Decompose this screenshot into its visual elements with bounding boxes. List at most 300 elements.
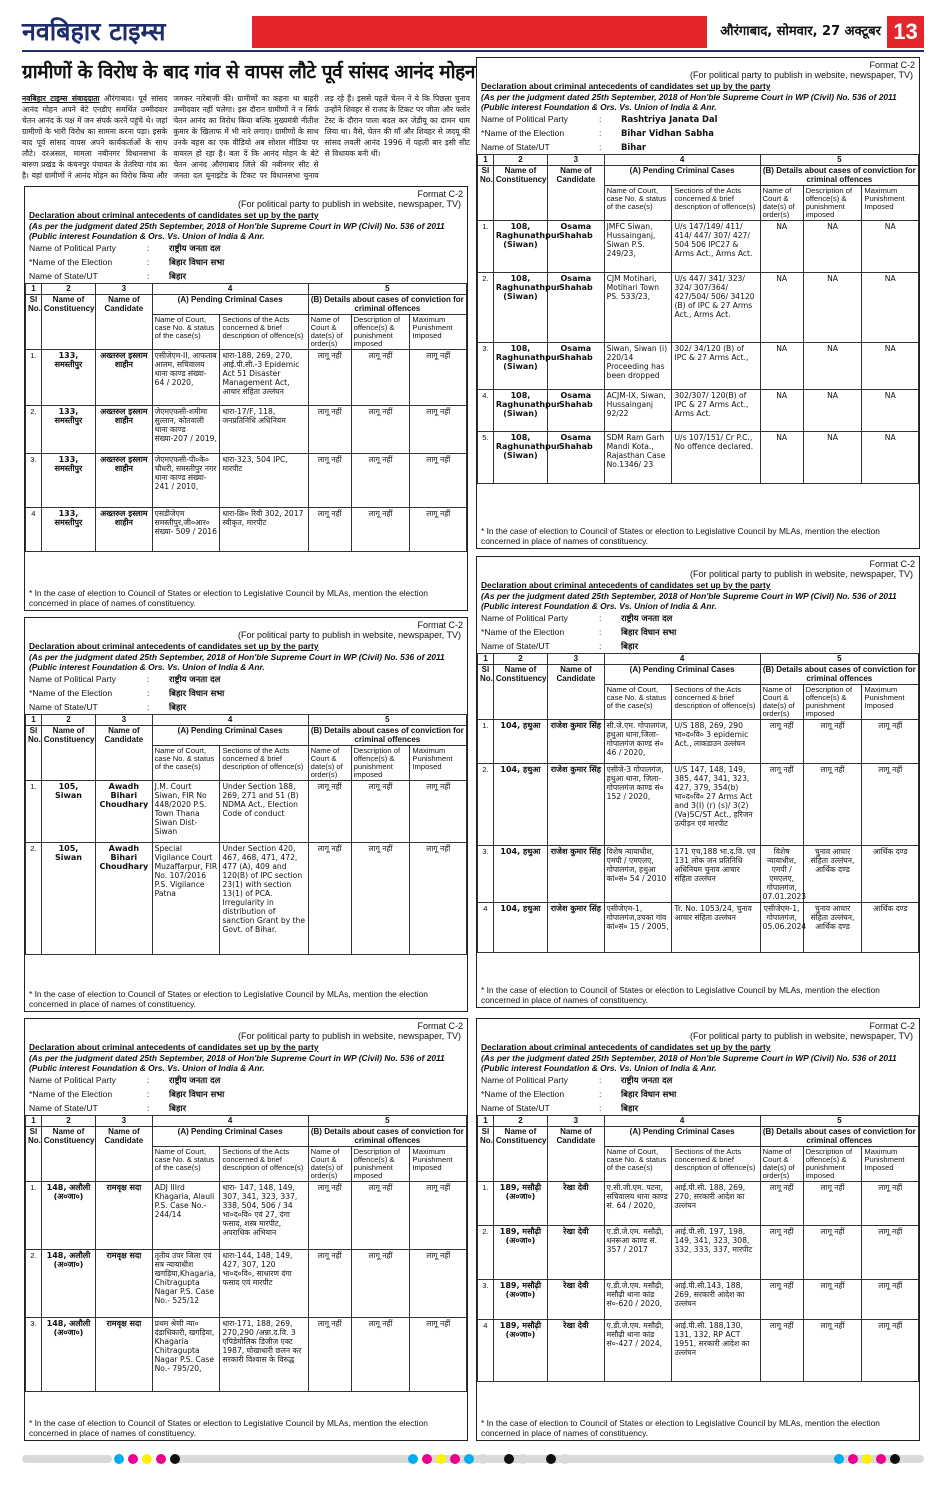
- subheader-bcourt: Name of Court & date(s) of order(s): [760, 685, 803, 720]
- state-label: Name of State/UT: [481, 1103, 550, 1113]
- strip-dot: [478, 1454, 488, 1464]
- cell-b-max: लागू नहीं: [862, 1320, 919, 1382]
- cell-sl: 4.: [478, 390, 494, 432]
- cell-constituency: 133, समस्तीपुर: [41, 406, 95, 454]
- cell-sl: 2.: [478, 273, 494, 343]
- subheader-max: Maximum Punishment Imposed: [862, 685, 919, 720]
- party-value: Rashtriya Janata Dal: [621, 114, 718, 124]
- cell-b-court: NA: [760, 343, 803, 390]
- election-label: *Name of the Election: [481, 128, 565, 138]
- column-number: 5: [308, 1116, 466, 1127]
- cell-b-desc: लागू नहीं: [803, 1182, 862, 1226]
- cell-b-desc: लागू नहीं: [803, 1320, 862, 1382]
- cell-court: विशेष न्यायाधीश, एमपी / एमएलए, गोपालगंज, हथुआ कां०सं० 54 / 2010: [604, 846, 672, 903]
- cell-sl: 2.: [26, 843, 42, 955]
- cell-b-court: NA: [760, 390, 803, 432]
- cell-sections: आई.पी.सी. 188, 269, 270, सरकारी आदेश का उल्लंघन: [672, 1182, 760, 1226]
- cell-constituency: 189, मसौढ़ी (अ०जा०): [493, 1280, 547, 1320]
- column-number-row: [26, 715, 467, 726]
- cell-sl: 3.: [26, 454, 42, 508]
- election-value: बिहार विधान सभा: [169, 1089, 225, 1099]
- cell-candidate: Awadh Bihari Choudhary: [96, 781, 153, 843]
- publish-note: (For political party to publish in website, newspaper, TV): [690, 70, 913, 80]
- declaration-form-alauli: [24, 1018, 468, 1441]
- state-value: बिहार: [169, 702, 186, 712]
- subheader-bcourt: Name of Court & date(s) of order(s): [308, 1147, 351, 1182]
- cell-b-max: लागू नहीं: [410, 1182, 467, 1250]
- subheader-court: Name of Court, case No. & status of the case(s): [604, 1147, 672, 1182]
- column-number: 1: [478, 654, 494, 665]
- cell-court: ए.डी.जे.एम. मसौढ़ी, मसौढ़ी थाना कांड सं०-427 / 2024,: [604, 1320, 672, 1382]
- cell-sections: धारा- 147, 148, 149, 307, 341, 323, 337, 338, 504, 506 / 34 भा०द०वि० एवं 27, दंगा फसाद, शस्त्र मारपीट, अपराधिक अभियान: [220, 1182, 308, 1250]
- column-number-row: [26, 284, 467, 295]
- subheader-max: Maximum Punishment Imposed: [410, 746, 467, 781]
- cell-sections: धारा-171, 188, 269, 270,290 /अन्ना.द.वि. 3 एपिडेमोलिक डिजीज एक्ट 1987, घोखाधारी छलन कर सरकारी विश्वास के विरुद्ध: [220, 1318, 308, 1392]
- header-row: [26, 726, 467, 746]
- declaration-title: Declaration about criminal antecedents of candidates set up by the party: [481, 580, 771, 590]
- cell-constituency: 108, Raghunathpur (Siwan): [493, 343, 547, 390]
- footnote: * In the case of election to Council of States or election to Legislative Council by MLAs, mention the election concerned in place of names of constituency.: [481, 526, 880, 546]
- antecedents-table: [25, 283, 467, 552]
- cell-constituency: 189, मसौढ़ी (अ०जा०): [493, 1182, 547, 1226]
- table-row: [26, 843, 467, 955]
- header-pending-cases: (A) Pending Criminal Cases: [604, 665, 760, 685]
- subheader-bcourt: Name of Court & date(s) of order(s): [760, 186, 803, 221]
- table-row: [26, 350, 467, 406]
- column-number: 4: [604, 1116, 760, 1127]
- header-pending-cases: (A) Pending Criminal Cases: [152, 726, 308, 746]
- subheader-sections: Sections of the Acts concerned & brief description of offence(s): [672, 186, 760, 221]
- header-candidate: Name of Candidate: [548, 665, 605, 720]
- antecedents-table: [25, 714, 467, 955]
- cell-court: एसीजे-3 गोपालगंज, हथुआ थाना, जिला- गोपालगंज काण्ड सं० 152 / 2020,: [604, 764, 672, 846]
- cell-sl: 4: [26, 508, 42, 552]
- strip-dot: [504, 1454, 514, 1464]
- strip-dot: [408, 1454, 418, 1464]
- cell-court: Special Vigilance Court Muzaffarpur, FIR No. 107/2016 P.S. Vigilance Patna: [152, 843, 220, 955]
- cell-constituency: 108, Raghunathpur (Siwan): [493, 390, 547, 432]
- declaration-form-raghunathpur: [476, 57, 920, 549]
- column-number: 1: [26, 715, 42, 726]
- cell-candidate: राजेश कुमार सिंह: [548, 764, 605, 846]
- header-row: [478, 166, 919, 186]
- subheader-desc: Description of offence(s) & punishment imposed: [351, 746, 410, 781]
- cell-b-court: लागू नहीं: [308, 350, 351, 406]
- party-value: राष्ट्रीय जनता दल: [169, 674, 221, 684]
- header-constituency: Name of Constituency: [493, 166, 547, 221]
- table-row: [478, 390, 919, 432]
- subheader-bcourt: Name of Court & date(s) of order(s): [308, 746, 351, 781]
- cell-sl: 2.: [478, 764, 494, 846]
- cell-b-court: लागू नहीं: [760, 1280, 803, 1320]
- subheader-court: Name of Court, case No. & status of the case(s): [152, 315, 220, 350]
- cell-sections: धारा-188, 269, 270, आई.पी.सी.-3 Epidemic Act 51 Disaster Management Act, आचार संहिता उल्लंघन: [220, 350, 308, 406]
- subheader-court: Name of Court, case No. & status of the case(s): [604, 186, 672, 221]
- party-value: राष्ट्रीय जनता दल: [169, 1075, 221, 1085]
- election-label: *Name of the Election: [481, 1089, 565, 1099]
- cell-sections: धारा-323, 504 IPC, मारपीट: [220, 454, 308, 508]
- cell-b-max: लागू नहीं: [410, 1250, 467, 1318]
- edition-date: औरंगाबाद, सोमवार, 27 अक्टूबर: [720, 24, 881, 39]
- header-constituency: Name of Constituency: [41, 1127, 95, 1182]
- cell-b-court: लागू नहीं: [308, 454, 351, 508]
- party-row: [25, 1073, 467, 1087]
- cell-b-desc: NA: [803, 390, 862, 432]
- header-constituency: Name of Constituency: [41, 295, 95, 350]
- story-body: [22, 93, 470, 183]
- cell-b-court: लागू नहीं: [760, 720, 803, 764]
- declaration-title: Declaration about criminal antecedents of candidates set up by the party: [481, 81, 771, 91]
- table-row: [478, 903, 919, 953]
- cell-b-max: लागू नहीं: [410, 1318, 467, 1392]
- footnote: * In the case of election to Council of States or election to Legislative Council by MLAs, mention the election concerned in place of names of constituency.: [29, 588, 428, 608]
- footnote: * In the case of election to Council of States or election to Legislative Council by MLAs, mention the election concerned in place of names of constituency.: [29, 989, 428, 1009]
- cell-b-max: लागू नहीं: [410, 406, 467, 454]
- cell-sl: 5.: [478, 432, 494, 484]
- subheader-desc: Description of offence(s) & punishment imposed: [803, 1147, 862, 1182]
- table-row: [26, 1182, 467, 1250]
- subheader-max: Maximum Punishment Imposed: [410, 315, 467, 350]
- declaration-form-samastipur: [24, 186, 468, 611]
- state-row: [25, 700, 467, 714]
- separator: :: [147, 1075, 150, 1085]
- strip-dot: [156, 1454, 166, 1464]
- publish-note: (For political party to publish in website, newspaper, TV): [690, 569, 913, 579]
- cell-candidate: रामवृक्ष सदा: [96, 1318, 153, 1392]
- cell-b-court: विशेष न्यायाधीश, एमपी / एमएलए, गोपालगंज, 07.01.2023: [760, 846, 803, 903]
- column-number: 5: [308, 284, 466, 295]
- header-pending-cases: (A) Pending Criminal Cases: [604, 1127, 760, 1147]
- cell-constituency: 189, मसौढ़ी (अ०जा०): [493, 1320, 547, 1382]
- cell-sections: 171 एच,188 भा.द.वि. एवं 131 लोक जन प्रतिनिधि अधिनियम चुनाव आचार संहिता उल्लंघन: [672, 846, 760, 903]
- header-row: [26, 295, 467, 315]
- judgment-reference: (As per the judgment dated 25th September, 2018 of Hon'ble Supreme Court in WP (Civil) No. 536 of 2011 (Public interest Foundation & Ors. Vs. Union of India & Anr.: [29, 221, 445, 241]
- newspaper-name: नवबिहार टाइम्स: [22, 17, 166, 46]
- table-row: [478, 1280, 919, 1320]
- cell-constituency: 148, अलौली (अ०जा०): [41, 1318, 95, 1392]
- cell-b-desc: लागू नहीं: [351, 454, 410, 508]
- cell-sections: आई.पी.सी. 197, 198, 149, 341, 323, 308, 332, 333, 337, मारपीट: [672, 1226, 760, 1280]
- header-conviction-cases: (B) Details about cases of conviction for criminal offences: [308, 295, 466, 315]
- table-row: [26, 1250, 467, 1318]
- cell-b-desc: NA: [803, 221, 862, 273]
- separator: :: [599, 1075, 602, 1085]
- column-number: 2: [41, 1116, 95, 1127]
- state-row: [25, 1101, 467, 1115]
- cell-sl: 4: [478, 1320, 494, 1382]
- separator: :: [599, 114, 602, 124]
- cell-candidate: अख्तरुल इस्लाम शाहीन: [96, 508, 153, 552]
- format-label: Format C-2: [417, 189, 463, 199]
- strip-dot: [518, 1454, 528, 1464]
- cell-candidate: राजेश कुमार सिंह: [548, 720, 605, 764]
- election-label: *Name of the Election: [29, 257, 113, 267]
- cell-constituency: 104, हथुआ: [493, 720, 547, 764]
- strip-dot: [848, 1454, 858, 1464]
- state-value: बिहार: [169, 271, 186, 281]
- header-row: [478, 665, 919, 685]
- column-number: 5: [760, 155, 918, 166]
- state-label: Name of State/UT: [29, 271, 98, 281]
- cell-candidate: Osama Shahab: [548, 221, 605, 273]
- party-row: [477, 1073, 919, 1087]
- subheader-desc: Description of offence(s) & punishment imposed: [803, 685, 862, 720]
- strip-segment: [22, 1455, 112, 1463]
- judgment-reference: (As per the judgment dated 25th September, 2018 of Hon'ble Supreme Court in WP (Civil) No. 536 of 2011 (Public interest Foundation & Ors. Vs. Union of India & Anr.: [29, 652, 445, 672]
- column-number: 3: [548, 1116, 605, 1127]
- cell-court: Siwan, Siwan (i) 220/14 Proceeding has been dropped: [604, 343, 672, 390]
- cell-court: ए.डी.जे.एम. मसौढ़ी, मसौढ़ी थाना कांड सं०-620 / 2020,: [604, 1280, 672, 1320]
- strip-dot: [862, 1454, 872, 1464]
- election-row: [25, 1087, 467, 1101]
- cell-court: प्रथम श्रेणी न्या० दंडाधिकारी, खगड़िया, Khagaria Chitragupta Nagar P.S. Case No.- 795/20,: [152, 1318, 220, 1392]
- header-conviction-cases: (B) Details about cases of conviction for criminal offences: [760, 665, 918, 685]
- party-label: Name of Political Party: [481, 613, 568, 623]
- state-row: [25, 269, 467, 283]
- cell-candidate: Osama Shahab: [548, 432, 605, 484]
- cell-b-max: NA: [862, 221, 919, 273]
- table-row: [478, 720, 919, 764]
- cell-candidate: राजेश कुमार सिंह: [548, 903, 605, 953]
- column-number: 2: [41, 284, 95, 295]
- strip-dot: [546, 1454, 556, 1464]
- header-pending-cases: (A) Pending Criminal Cases: [152, 295, 308, 315]
- separator: :: [147, 243, 150, 253]
- cell-court: J.M. Court Siwan, FIR No 448/2020 P.S. Town Thana Siwan Dist-Siwan: [152, 781, 220, 843]
- story-text: औरंगाबाद। पूर्व सांसद आनंद मोहन अपने बेटे एनडीए समर्थित उम्मीदवार चेतन आनंद के पक्ष में जन संपर्क करने पहुंचे थे। जहां ग्रामीणों के भारी विरोध का सामना करना पड़ा। इसके बाद पूर्व सांसद वापस अपने कार्यकर्ताओं के साथ लौटे। दरअसल, मामला नबीनगर विधानसभा के बारुण प्रखंड के कंचनपुर पंचायत के तेतरिया गांव का है। यहां ग्रामीणों ने आनंद मोहन का विरोध किया और जमकर नारेबाजी की। ग्रामीणों का कहना था बाहरी उम्मीदवार नहीं चलेगा। इस दौरान ग्रामीणों ने न सिर्फ चेतन आनंद का विरोध किया बल्कि मुख्यमंत्री नीतीश कुमार के खिलाफ में भी नारे लगाए। ग्रामीणों के साथ उनके बहस का एक वीडियो अब सोशल मीडिया पर वायरल हो रहा है। बता दें कि आनंद मोहन के बेटे चेतन आनंद औरंगाबाद जिले की नबीनगर सीट से जनता दल यूनाइटेड के टिकट पर विधानसभा चुनाव लड़ रहे हैं। इससे पहले चेतन ने ये कि पिछला चुनाव उन्होंने शिवहर से राजद के टिकट पर जीता और फ्लोर टेस्ट के दौरान पाला बदल कर जेडीयू का दामन थाम लिया था। वैसे, चेतन की माँ और शिवहर से जदयू की सांसद लवली आनंद 1996 में पहली बार इसी सीट से विधायक बनी थीं।: [22, 94, 470, 180]
- election-value: बिहार विधान सभा: [621, 1089, 677, 1099]
- cell-b-max: लागू नहीं: [862, 720, 919, 764]
- header-candidate: Name of Candidate: [96, 1127, 153, 1182]
- subheader-desc: Description of offence(s) & punishment imposed: [351, 1147, 410, 1182]
- cell-sections: U/S 147, 148, 149, 385, 447, 341, 323, 427, 379, 354(b) भा०द०वि० 27 Arms Act and 3(I) (r) (s)/ 3(2)(Va)SC/ST Act., हरिजन उत्पीड़न एवं मारपीट: [672, 764, 760, 846]
- subheader-sections: Sections of the Acts concerned & brief description of offence(s): [220, 746, 308, 781]
- footnote: * In the case of election to Council of States or election to Legislative Council by MLAs, mention the election concerned in place of names of constituency.: [29, 1418, 428, 1438]
- cell-sl: 1.: [26, 1182, 42, 1250]
- cell-sections: Under Section 188, 269, 271 and 51 (B) NDMA Act., Election Code of conduct: [220, 781, 308, 843]
- cell-b-court: लागू नहीं: [308, 1182, 351, 1250]
- judgment-reference: (As per the judgment dated 25th September, 2018 of Hon'ble Supreme Court in WP (Civil) No. 536 of 2011 (Public interest Foundation & Ors. Vs. Union of India & Anr.: [481, 1053, 897, 1073]
- election-row: [477, 625, 919, 639]
- separator: :: [599, 641, 602, 651]
- cell-sections: Tr. No. 1053/24, चुनाव आचार संहिता उल्लंघन: [672, 903, 760, 953]
- cell-constituency: 108, Raghunathpur (Siwan): [493, 221, 547, 273]
- header-candidate: Name of Candidate: [96, 726, 153, 781]
- declaration-title: Declaration about criminal antecedents of candidates set up by the party: [481, 1042, 771, 1052]
- cell-b-court: लागू नहीं: [308, 508, 351, 552]
- table-row: [478, 1182, 919, 1226]
- cell-court: एसीजेएम-II, आफताब आलम, सचिवालय थाना काण्ड संख्या- 64 / 2020,: [152, 350, 220, 406]
- column-number-row: [478, 155, 919, 166]
- cell-b-max: आर्थिक दण्ड: [862, 846, 919, 903]
- column-number: 1: [26, 1116, 42, 1127]
- cell-b-desc: लागू नहीं: [351, 1250, 410, 1318]
- publish-note: (For political party to publish in website, newspaper, TV): [238, 199, 461, 209]
- party-value: राष्ट्रीय जनता दल: [169, 243, 221, 253]
- cell-b-court: लागू नहीं: [308, 406, 351, 454]
- header-sl: Sl No.: [478, 1127, 494, 1182]
- separator: :: [147, 688, 150, 698]
- cell-constituency: 133, समस्तीपुर: [41, 350, 95, 406]
- cell-b-desc: लागू नहीं: [351, 1318, 410, 1392]
- header-constituency: Name of Constituency: [493, 665, 547, 720]
- header-conviction-cases: (B) Details about cases of conviction for criminal offences: [308, 726, 466, 746]
- cell-b-max: लागू नहीं: [410, 781, 467, 843]
- judgment-reference: (As per the judgment dated 25th September, 2018 of Hon'ble Supreme Court in WP (Civil) No. 536 of 2011 (Public interest Foundation & Ors. Vs. Union of India & Anr.: [29, 1053, 445, 1073]
- cell-sections: 302/307/ 120(B) of IPC & 27 Arms Act., Arms Act.: [672, 390, 760, 432]
- cell-court: JMFC Siwan, Hussainganj, Siwan P.S. 249/23,: [604, 221, 672, 273]
- cell-b-desc: लागू नहीं: [351, 843, 410, 955]
- subheader-court: Name of Court, case No. & status of the case(s): [152, 746, 220, 781]
- cell-candidate: रेखा देवी: [548, 1182, 605, 1226]
- format-label: Format C-2: [869, 1021, 915, 1031]
- cell-candidate: रामवृक्ष सदा: [96, 1182, 153, 1250]
- separator: :: [147, 271, 150, 281]
- state-row: [477, 140, 919, 154]
- table-row: [478, 273, 919, 343]
- format-label: Format C-2: [869, 559, 915, 569]
- cell-b-max: लागू नहीं: [862, 764, 919, 846]
- column-number-row: [478, 1116, 919, 1127]
- cell-candidate: Osama Shahab: [548, 343, 605, 390]
- table-row: [26, 781, 467, 843]
- cell-constituency: 108, Raghunathpur (Siwan): [493, 273, 547, 343]
- format-label: Format C-2: [417, 620, 463, 630]
- cell-sl: 2.: [478, 1226, 494, 1280]
- table-row: [478, 343, 919, 390]
- print-registration-strip: [22, 1453, 924, 1465]
- table-row: [478, 1226, 919, 1280]
- election-row: [25, 255, 467, 269]
- cell-constituency: 148, अलौली (अ०जा०): [41, 1182, 95, 1250]
- declaration-title: Declaration about criminal antecedents of candidates set up by the party: [29, 641, 319, 651]
- masthead-red-bar: [252, 16, 707, 48]
- column-number: 2: [493, 155, 547, 166]
- publish-note: (For political party to publish in website, newspaper, TV): [690, 1031, 913, 1041]
- separator: :: [147, 257, 150, 267]
- table-row: [26, 406, 467, 454]
- cell-b-desc: चुनाव आचार संहिता उल्लंघन, आर्थिक दण्ड: [803, 846, 862, 903]
- cell-sections: U/s 107/151/ Cr P.C., No offence declared.: [672, 432, 760, 484]
- story-byline: नवबिहार टाइम्स संवाददाता: [22, 94, 100, 103]
- cell-candidate: रामवृक्ष सदा: [96, 1250, 153, 1318]
- cell-sl: 3.: [478, 1280, 494, 1320]
- header-conviction-cases: (B) Details about cases of conviction for criminal offences: [760, 1127, 918, 1147]
- party-label: Name of Political Party: [481, 1075, 568, 1085]
- election-value: बिहार विधान सभा: [169, 257, 225, 267]
- party-row: [477, 611, 919, 625]
- cell-candidate: अख्तरुल इस्लाम शाहीन: [96, 454, 153, 508]
- cell-sl: 1.: [26, 781, 42, 843]
- header-candidate: Name of Candidate: [96, 295, 153, 350]
- cell-b-max: लागू नहीं: [410, 843, 467, 955]
- cell-court: जेएमएफसी-शमीमा सुल्तान, कोतवाली थाना काण्ड संख्या-207 / 2019,: [152, 406, 220, 454]
- cell-sl: 2.: [26, 406, 42, 454]
- separator: :: [599, 128, 602, 138]
- declaration-form-siwan: [24, 617, 468, 1012]
- cell-b-court: लागू नहीं: [308, 1318, 351, 1392]
- column-number: 5: [760, 654, 918, 665]
- cell-court: CJM Motihari, Motihari Town PS. 533/23,: [604, 273, 672, 343]
- column-number-row: [26, 1116, 467, 1127]
- column-number: 1: [478, 1116, 494, 1127]
- state-label: Name of State/UT: [29, 702, 98, 712]
- format-label: Format C-2: [869, 60, 915, 70]
- header-pending-cases: (A) Pending Criminal Cases: [152, 1127, 308, 1147]
- subheader-sections: Sections of the Acts concerned & brief description of offence(s): [672, 1147, 760, 1182]
- column-number: 2: [41, 715, 95, 726]
- footnote: * In the case of election to Council of States or election to Legislative Council by MLAs, mention the election concerned in place of names of constituency.: [481, 985, 880, 1005]
- election-value: बिहार विधान सभा: [169, 688, 225, 698]
- cell-b-court: लागू नहीं: [760, 1226, 803, 1280]
- strip-dot: [114, 1454, 124, 1464]
- column-number: 4: [152, 284, 308, 295]
- column-number: 3: [96, 284, 153, 295]
- cell-b-max: NA: [862, 390, 919, 432]
- cell-b-court: NA: [760, 273, 803, 343]
- cell-b-desc: लागू नहीं: [351, 350, 410, 406]
- election-label: *Name of the Election: [481, 627, 565, 637]
- cell-constituency: 104, हथुआ: [493, 846, 547, 903]
- strip-dot: [128, 1454, 138, 1464]
- strip-dot: [422, 1454, 432, 1464]
- column-number: 3: [96, 715, 153, 726]
- state-value: बिहार: [621, 641, 638, 651]
- column-number: 4: [152, 1116, 308, 1127]
- column-number: 3: [96, 1116, 153, 1127]
- cell-candidate: Awadh Bihari Choudhary: [96, 843, 153, 955]
- column-number: 4: [604, 155, 760, 166]
- header-sl: Sl No.: [26, 1127, 42, 1182]
- cell-sections: धारा-144, 148, 149, 427, 307, 120 भा०द०वि०, साधारण दंगा फसाद एवं मारपीट: [220, 1250, 308, 1318]
- cell-candidate: अख्तरुल इस्लाम शाहीन: [96, 350, 153, 406]
- cell-b-court: एसीजेएम-1, गोपालगंज, 05.06.2024: [760, 903, 803, 953]
- cell-b-court: लागू नहीं: [760, 764, 803, 846]
- subheader-max: Maximum Punishment Imposed: [862, 186, 919, 221]
- state-label: Name of State/UT: [29, 1103, 98, 1113]
- cell-b-court: लागू नहीं: [308, 1250, 351, 1318]
- cell-candidate: रेखा देवी: [548, 1226, 605, 1280]
- header-sl: Sl No.: [26, 295, 42, 350]
- cell-court: ADJ IIIrd Khagaria, Alauli P.S. Case No.- 244/14: [152, 1182, 220, 1250]
- header-row: [478, 1127, 919, 1147]
- cell-sections: U/S 188, 269, 290 भा०द०वि० 3 epidemic Act., लाकडाउन उल्लंघन: [672, 720, 760, 764]
- cell-b-desc: चुनाव आचार संहिता उल्लंघन, आर्थिक दण्ड: [803, 903, 862, 953]
- cell-b-desc: NA: [803, 432, 862, 484]
- cell-sl: 1.: [478, 720, 494, 764]
- judgment-reference: (As per the judgment dated 25th September, 2018 of Hon'ble Supreme Court in WP (Civil) No. 536 of 2011 (Public interest Foundation & Ors. Vs. Union of India & Anr.: [481, 92, 897, 112]
- separator: :: [599, 627, 602, 637]
- cell-candidate: Osama Shahab: [548, 390, 605, 432]
- strip-dot: [890, 1454, 900, 1464]
- footnote: * In the case of election to Council of States or election to Legislative Council by MLAs, mention the election concerned in place of names of constituency.: [481, 1418, 880, 1438]
- column-number: 3: [548, 654, 605, 665]
- column-number: 4: [152, 715, 308, 726]
- column-number: 1: [26, 284, 42, 295]
- header-conviction-cases: (B) Details about cases of conviction for criminal offences: [308, 1127, 466, 1147]
- cell-court: एसीजेएम-1, गोपालगंज,उचका गांव कां०सं० 15 / 2005,: [604, 903, 672, 953]
- cell-b-court: NA: [760, 432, 803, 484]
- column-number: 1: [478, 155, 494, 166]
- cell-b-max: लागू नहीं: [862, 1226, 919, 1280]
- cell-b-desc: लागू नहीं: [803, 764, 862, 846]
- cell-sections: धारा-क्रि० रिवी 302, 2017 स्वीकृत, मारपीट: [220, 508, 308, 552]
- state-value: बिहार: [169, 1103, 186, 1113]
- party-label: Name of Political Party: [29, 674, 116, 684]
- cell-constituency: 108, Raghunathpur (Siwan): [493, 432, 547, 484]
- cell-sections: 302/ 34/120 (B) of IPC & 27 Arms Act.,: [672, 343, 760, 390]
- cell-court: तृतीय उपर जिला एवं सत्र न्यायाधीश खगड़िया,Khagaria, Chitragupta Nagar P.S. Case No.- 525/12: [152, 1250, 220, 1318]
